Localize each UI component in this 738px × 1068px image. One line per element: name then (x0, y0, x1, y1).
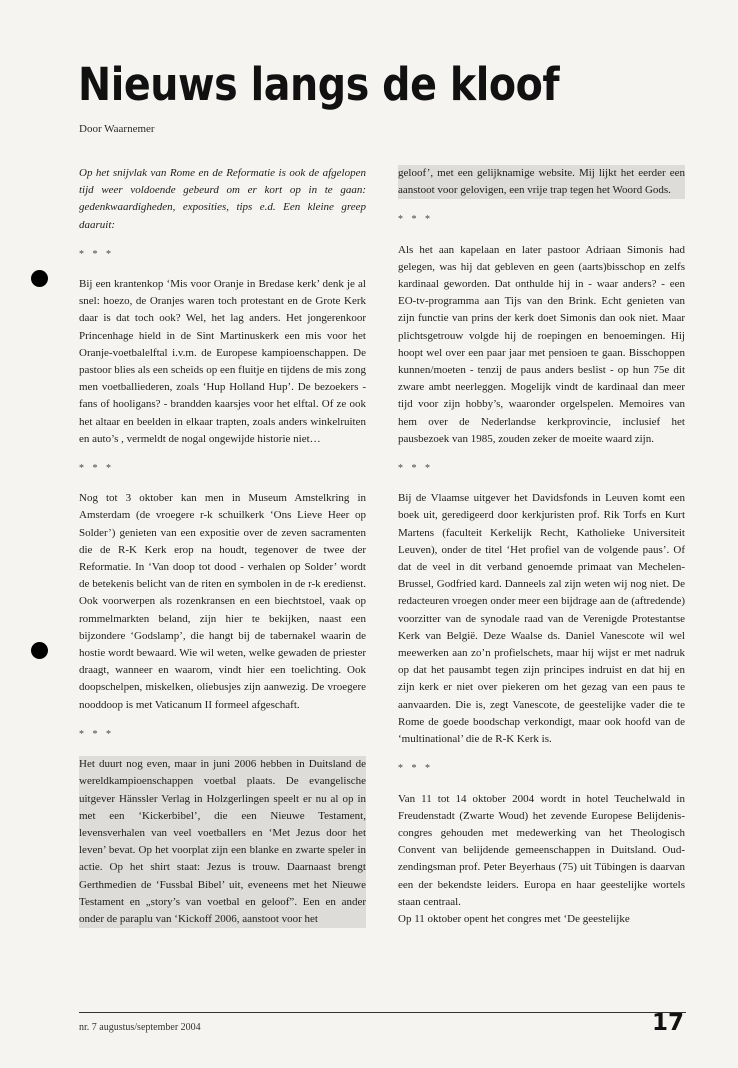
byline: Door Waarnemer (79, 123, 155, 135)
footer-rule (79, 1012, 686, 1013)
shaded-box (79, 756, 366, 928)
page-number: 17 (651, 1010, 684, 1036)
issue-info: nr. 7 augustus/september 2004 (79, 1022, 201, 1033)
section-separator: * * * (398, 463, 433, 475)
section-separator: * * * (79, 728, 114, 740)
punch-hole-bottom (31, 642, 48, 659)
news-item-oranje-mis: Bij een krantenkop ‘Mis voor Oranje in Bredase kerk’ denk je al snel: hoezo, de Oranjes waren toch protestant en de Grote Kerk daar is dat toch ook? Wel, het lag anders. Het jongerenkoor Princenhage hield in de Sint Martinuskerk een mis voor het Oranje-voetbalelftal i.v.m. de Europese kampioenschappen. De pastoor blies als een scheids op een fluitje en tijdens de mis zong men voetballiederen, zoals ‘Hup Holland Hup’. De bezoekers - fans of hooligans? - brandden kaarsjes voor het elftal. Of ze ook het altaar en beelden in elkaar trapten, zoals anders winkelruiten en auto’s , vermeldt de nogal ongewijde historie niet… (79, 278, 366, 445)
shaded-box (398, 165, 685, 199)
section-separator: * * * (79, 463, 114, 475)
intro-paragraph: Op het snijvlak van Rome en de Reformatie is ook de afgelopen tijd weer voldoende gebeurd om er kort op in te gaan: gedenkwaardigheden, exposities, tips e.d. Een kleine greep daaruit: (79, 167, 366, 231)
news-item-congres-opening: Op 11 oktober opent het congres met ‘De geestelijke (398, 912, 630, 925)
section-separator: * * * (398, 214, 433, 226)
right-column (398, 165, 685, 928)
news-item-amstelkring-expositie: Nog tot 3 oktober kan men in Museum Amstelkring in Amsterdam (de vroegere r-k schuilkerk ‘Ons Lieve Heer op Solder’) genieten van een expositie over de zeven sacramenten die de R-K Kerk erop na houdt, tegenover de twee der Reformatie. In ‘Van doop tot dood - verhalen op Solder’ wordt de betekenis belicht van de riten en symbolen in de r-k eredienst. Ook voorwerpen als rozenkransen en een biechtstoel, vaak op rommelmarkten beland, zijn hier te bekijken, naast een bijzondere ‘Godslamp’, die hangt bij de tabernakel waarin de hostie wordt bewaard. Wie wil weten, welke gewaden de priester draagt, wanneer en waarom, vindt hier een toelichting. Ook doopschelpen, miskelken, oliebusjes zijn aanwezig. De vroegere nooddoop is met Vaticanum II formeel afgeschaft. (79, 492, 366, 711)
punch-hole-top (31, 270, 48, 287)
news-item-kickerbibel-continued: geloof’, met een gelijknamige website. Mij lijkt het eerder een aanstoot voor gelovigen, een vrije trap tegen het Woord Gods. (398, 167, 685, 197)
left-column (79, 165, 366, 928)
news-item-simonis: Als het aan kapelaan en later pastoor Adriaan Simonis had gelegen, was hij dat gebleven en geen (aarts)bisschop en zelfs kardinaal geworden. Dat onthulde hij in - waar anders? - een EO-tv-programma aan Tijs van den Brink. Echt genieten van zijn functie van prins der kerk doet Simonis dan ook niet. Maar plichtsgetrouw volgde hij de roepingen en benoemingen. Hij hoopt wel over een paar jaar met pensioen te gaan. Bisschoppen kunnen/moeten - tenzij de paus anders beslist - op hun 75e dit zware ambt neerleggen. Mogelijk vindt de kardinaal dan meer tijd voor zijn hobby’s, waaronder orgelspelen. Memoires van hem over de Nederlandse kerkprovincie, inclusief het pausbezoek van 1985, zouden zeker de moeite waard zijn. (398, 243, 685, 445)
news-item-profiel-paus: Bij de Vlaamse uitgever het Davidsfonds in Leuven komt een boek uit, geredigeerd door kerkjuristen prof. Rik Torfs en Kurt Martens (faculteit Kerkelijk Recht, Katholieke Universiteit Leuven), onder de titel ‘Het profiel van de volgende paus’. Of dat de veel in dit verband genoemde primaat van Mechelen-Brussel, Godfried kard. Danneels zal zijn weten wij nog niet. De redacteuren vroegen onder meer een bijdrage aan de (aftredende) voorzitter van de synodale raad van de Verenigde Protestantse Kerk van België. Deze Waalse ds. Daniel Vanescote wil wel meewerken aan zo’n profielschets, maar hij wijst er met nadruk op dat het pausambt tegen zijn principes indruist en dat hij en zijn kerk er niet over piekeren om het gezag van een paus te aanvaarden. Die is, zegt Vanescote, de geestelijke vader die te Rome de goede boodschap verkondigt, maar ook hoofd van de ‘multinational’ die de R-K Kerk is. (398, 492, 685, 746)
news-item-kickerbibel: Het duurt nog even, maar in juni 2006 hebben in Duitsland de wereldkampioenschappen voetbal plaats. De evangelische uitgever Hänssler Verlag in Holzgerlingen speelt er nu al op in met een ‘Kickerbibel’, die een Nieuwe Testament, levensverhalen van veel voetballers en ‘Met Jezus door het leven’ bevat. Op het voorplat zijn een blanke en zwarte speler in actie. Op het shirt staat: Jezus is trouw. Daarnaast brengt Gerthmedien de ‘Fussbal Bibel’ uit, eveneens met het Nieuwe Testament en „story’s van voetbal en geloof”. Een en ander onder de paraplu van ‘Kickoff 2006, aanstoot voor het (79, 758, 366, 925)
article-title: Nieuws langs de kloof (78, 58, 560, 111)
section-separator: * * * (398, 763, 433, 775)
news-item-belijdenis-congres: Van 11 tot 14 oktober 2004 wordt in hotel Teuchelwald in Freudenstadt (Zwarte Woud) het zevende Europese Belijdenis-congres gehouden met medewerking van het Theologisch Convent van belijdende gemeenschappen in Duitsland. Oud-zendingsman prof. Peter Beyerhaus (75) uit Tübingen is daarvan een der bekendste leiders. Europa en haar geestelijke wortels staan centraal. (398, 792, 685, 908)
section-separator: * * * (79, 248, 114, 260)
